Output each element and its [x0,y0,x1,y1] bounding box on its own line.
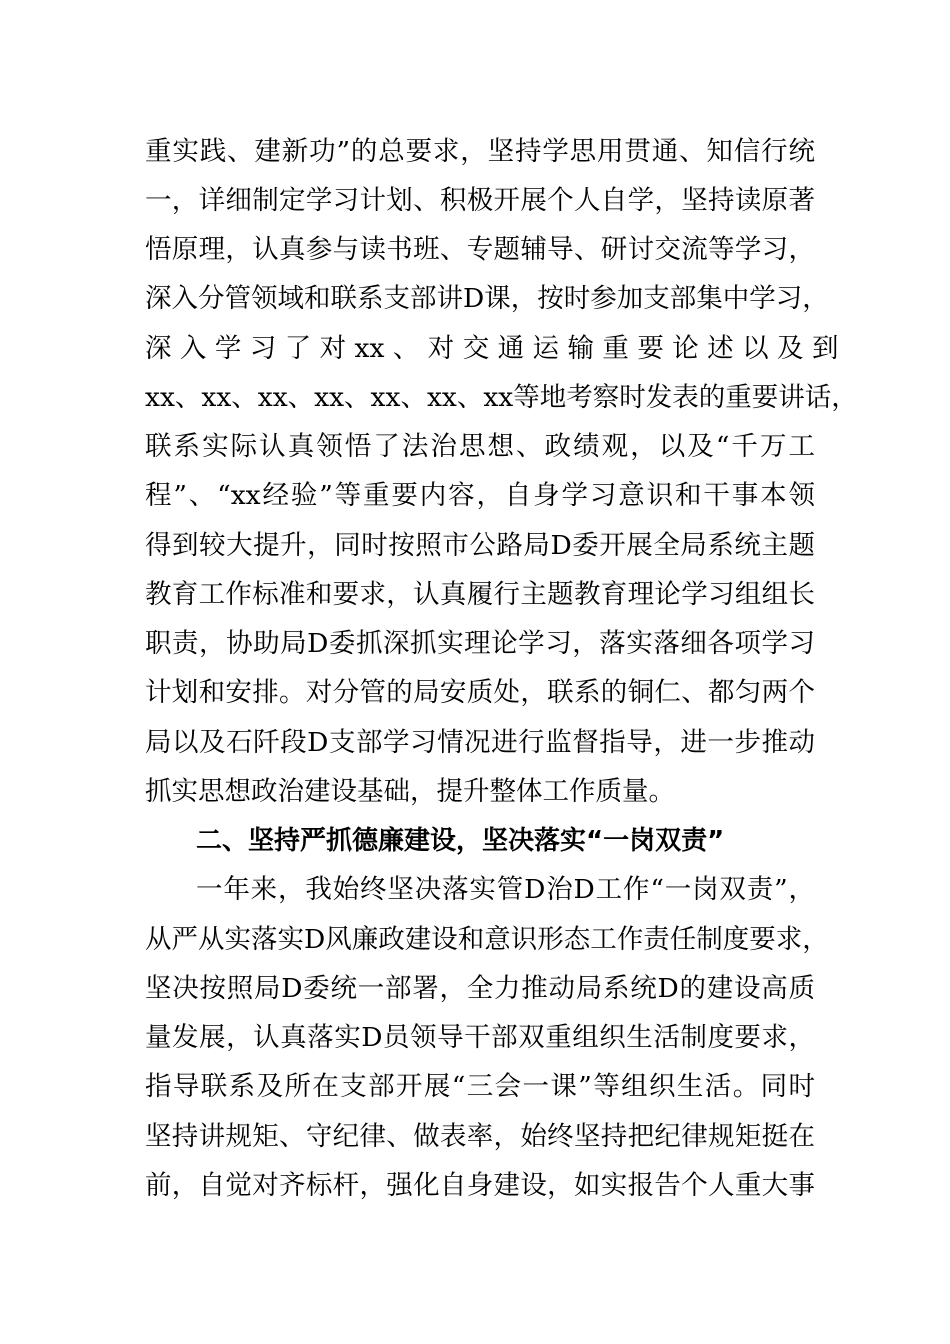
paragraph-line: 一，详细制定学习计划、积极开展个人自学，坚持读原著 [145,185,815,216]
paragraph-line: 重实践、建新功”的总要求，坚持学思用贯通、知信行统 [145,136,815,167]
paragraph-line: 一年来，我始终坚决落实管D治D工作“一岗双责”， [196,874,815,905]
paragraph-line: 抓实思想政治建设基础，提升整体工作质量。 [145,776,675,807]
paragraph-line: 计划和安排。对分管的局安质处，联系的铜仁、都匀两个 [145,677,815,708]
paragraph-line: 得到较大提升，同时按照市公路局D委开展全局系统主题 [145,530,815,561]
paragraph-line: 悟原理，认真参与读书班、专题辅导、研讨交流等学习， [145,234,815,265]
paragraph-line: 教育工作标准和要求，认真履行主题教育理论学习组组长 [145,579,815,610]
section-heading: 二、坚持严抓德廉建设，坚决落实“一岗双责” [196,826,725,856]
paragraph-line: 程”、“xx经验”等重要内容，自身学习意识和干事本领 [145,480,815,511]
paragraph-line: 深 入 学 习 了 对 xx 、 对 交 通 运 输 重 要 论 述 以 及 到 [145,333,839,364]
paragraph-line: 指导联系及所在支部开展“三会一课”等组织生活。同时 [145,1071,815,1102]
paragraph-line: 从严从实落实D风廉政建设和意识形态工作责任制度要求， [145,924,829,955]
paragraph-line: 联系实际认真领悟了法治思想、政绩观，以及“千万工 [145,431,815,462]
paragraph-line: xx、xx、xx、xx、xx、xx、xx等地考察时发表的重要讲话， [145,382,858,413]
paragraph-line: 坚持讲规矩、守纪律、做表率，始终坚持把纪律规矩挺在 [145,1121,815,1152]
paragraph-line: 前，自觉对齐标杆，强化自身建设，如实报告个人重大事 [145,1170,815,1201]
paragraph-line: 深入分管领域和联系支部讲D课，按时参加支部集中学习， [145,283,829,314]
paragraph-line: 量发展，认真落实D员领导干部双重组织生活制度要求， [145,1022,815,1053]
paragraph-line: 坚决按照局D委统一部署，全力推动局系统D的建设高质 [145,973,815,1004]
paragraph-line: 局以及石阡段D支部学习情况进行监督指导，进一步推动 [145,727,815,758]
paragraph-line: 职责，协助局D委抓深抓实理论学习，落实落细各项学习 [145,628,815,659]
